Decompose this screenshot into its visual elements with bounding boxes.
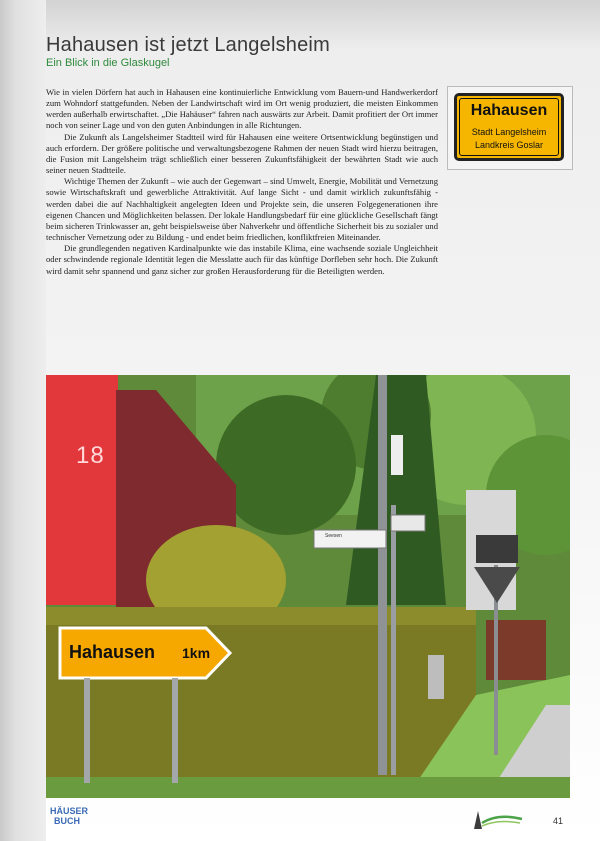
electrical-box bbox=[428, 655, 444, 699]
house-number: 18 bbox=[76, 442, 105, 469]
sign-pole bbox=[378, 375, 387, 775]
swoosh-icon bbox=[482, 822, 520, 826]
town-sign-image bbox=[447, 86, 573, 170]
traffic-sign-back bbox=[476, 535, 518, 563]
town-sign-line-1: Stadt Langelsheim bbox=[471, 127, 547, 137]
direction-sign-post bbox=[84, 678, 90, 783]
haeuserbuch-logo bbox=[50, 805, 94, 829]
page-fold-shadow bbox=[0, 0, 18, 841]
article-body bbox=[46, 87, 438, 277]
anniversary-logo-graphic bbox=[468, 807, 524, 831]
town-sign-plate bbox=[454, 93, 564, 161]
town-sign-line-2: Landkreis Goslar bbox=[474, 140, 544, 150]
sign-pole bbox=[391, 505, 396, 775]
small-sign-text: Seesen bbox=[325, 533, 342, 539]
direction-sign-town: Hahausen bbox=[69, 642, 156, 662]
direction-sign-small bbox=[391, 515, 425, 531]
pole-sign-plate bbox=[391, 435, 403, 475]
page-subtitle: Ein Blick in die Glaskugel bbox=[46, 57, 170, 69]
grass-strip bbox=[46, 777, 570, 798]
article-paragraph: Die Zukunft als Langelsheimer Stadtteil wird für Hahausen eine weitere Ortsentwicklung begünstigen und auch erfordern. Der größere politische und verwaltungsbezogene Rahmen der neuen Stadt wird hierzu beitragen, die Fusion mit Langelsheim trägt schließlich einer besseren Zukunftsfähigkeit der bewährten Stadt wie auch seiner neuen Stadtteile. bbox=[46, 131, 438, 176]
logo-text-line-2: BUCH bbox=[54, 816, 80, 826]
hedge-top bbox=[46, 607, 476, 625]
article-paragraph: Wichtige Themen der Zukunft – wie auch der Gegenwart – sind Umwelt, Energie, Mobilität und Vernetzung sowie Wirtschaftskraft und gewerbliche Attraktivität. Auf lange Sicht - und damit wirklich zukunftsfähig - werden dabei die auf Nachhaltigkeit angelegten Ideen und Projekte sein, die unseren Folgegenerationen ihre eigenen Chancen und Möglichkeiten belassen. Der lokale Handlungsbedarf für eine glückliche Gesellschaft fängt beim sicheren Trinkwasser an, geht beispielsweise über Nahverkehr und öffentliche Sicherheit bis zu sozialer und technischer Vernetzung oder zu Bildung - und endet beim friedlichen, konfliktfreien Miteinander. bbox=[46, 176, 438, 243]
page-title: Hahausen ist jetzt Langelsheim bbox=[46, 34, 330, 56]
direction-sign-distance: 1km bbox=[182, 645, 211, 661]
tree-crown bbox=[216, 395, 356, 535]
article-paragraph: Die grundlegenden negativen Kardinalpunkte wie das instabile Klima, eine wachsende soziale Ungleichheit oder schwindende regionale Identität legen die Messlatte auch für das künftige Dorfleben sehr hoch. Die Zukunft wird damit sehr spannend und ganz sicher zur großen Herausforderung für die Beteiligten werden. bbox=[46, 243, 438, 276]
village-photo-scene bbox=[46, 375, 570, 798]
village-photo bbox=[46, 375, 570, 798]
direction-sign-post bbox=[172, 678, 178, 783]
article-paragraph: Wie in vielen Dörfern hat auch in Hahausen eine kontinuierliche Entwicklung vom Bauern-und Handwerkerdorf zum Wohndorf stattgefunden. Neben der Landwirtschaft wird im Ort wenig produziert, die meisten Einkommen werden außerhalb erwirtschaftet. „Die Hahäuser“ fahren nach auswärts zur Arbeit. Damit profitiert der Ort immer noch von seiner Lage und von den guten Anbindungen in alle Richtungen. bbox=[46, 87, 438, 131]
page-number: 41 bbox=[553, 816, 564, 826]
town-sign-name: Hahausen bbox=[470, 102, 548, 119]
church-tower-icon bbox=[474, 811, 482, 829]
red-house-wall bbox=[46, 375, 118, 605]
logo-text-line-1: HÄUSER bbox=[50, 806, 89, 816]
anniversary-logo bbox=[468, 807, 524, 831]
